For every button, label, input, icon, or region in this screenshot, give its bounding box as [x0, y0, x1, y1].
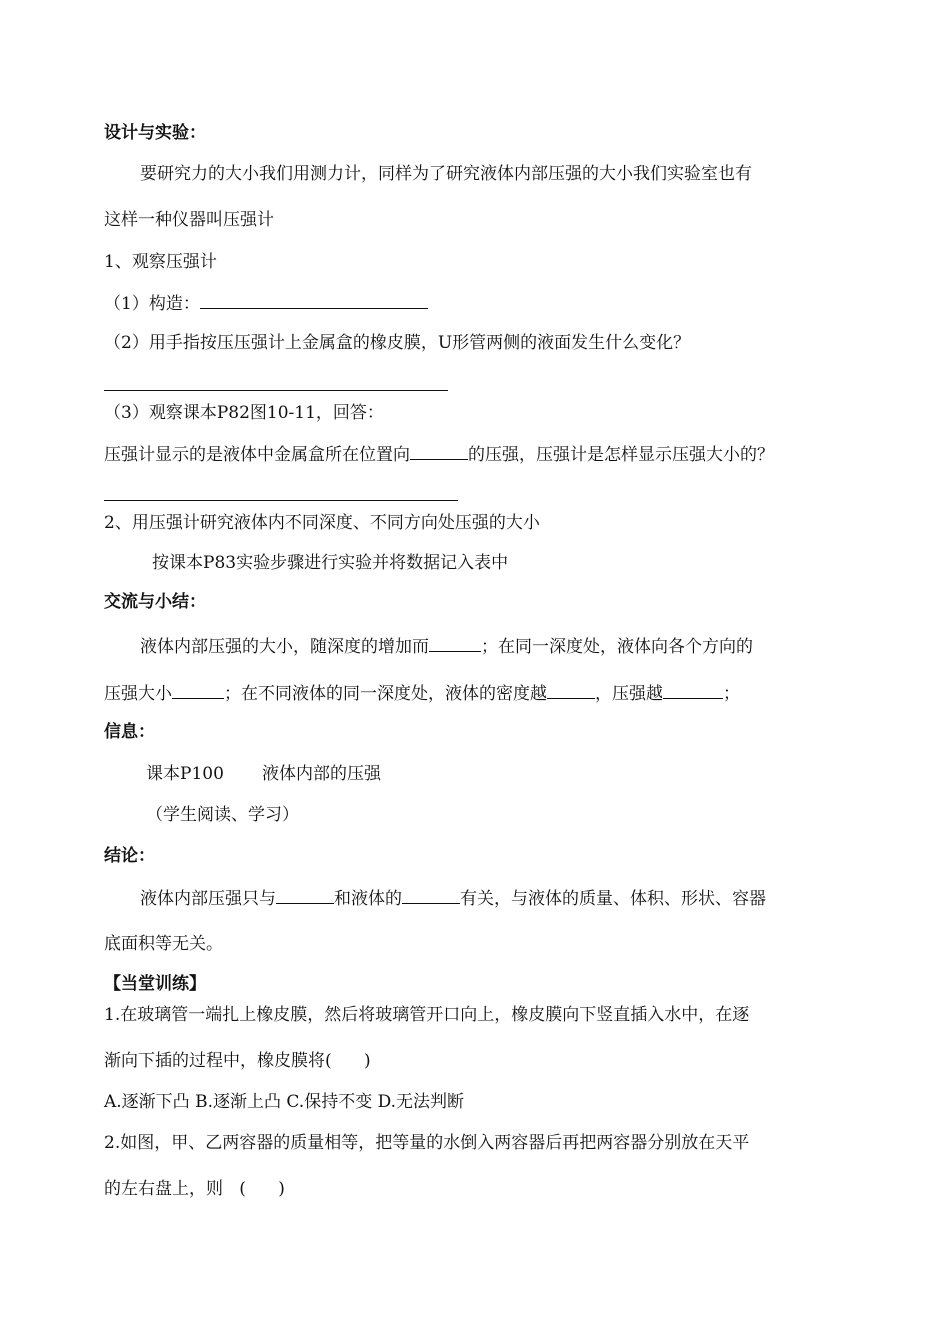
text: ；在同一深度 [481, 637, 583, 657]
answer-blank[interactable] [547, 680, 595, 699]
text: 橡皮膜向下竖直插入水中，在逐 [511, 1005, 750, 1025]
exercise-line: 的左右盘上，则 ( ) [104, 1179, 285, 1199]
question-text: （1）构造： [104, 294, 200, 314]
question-line [104, 441, 774, 467]
exercise-options: A.逐渐下凸 B.逐渐上凸 C.保持不变 D.无法判断 [104, 1092, 465, 1112]
answer-blank[interactable] [200, 290, 428, 309]
text: 液体内部压强的大小，随深度的增加而 [140, 637, 429, 657]
answer-line[interactable] [104, 390, 448, 391]
answer-blank[interactable] [276, 885, 334, 904]
answer-blank[interactable] [172, 680, 224, 699]
answer-blank[interactable] [429, 633, 481, 652]
answer-blank[interactable] [663, 680, 723, 699]
text: 2.如图，甲、乙两容器的质量相等，把等量的水倒入两容器后再把两容器分别 [104, 1133, 682, 1153]
paragraph-line: 这样一种仪器叫压强计 [104, 210, 274, 230]
paragraph-line [104, 680, 740, 706]
step-title: 1、观察压强计 [104, 252, 217, 272]
info-note: （学生阅读、学习） [146, 805, 299, 825]
text: ； [723, 684, 740, 704]
text: ，压强越 [595, 684, 663, 704]
answer-line[interactable] [104, 500, 458, 501]
section-heading-summary: 交流与小结： [104, 592, 206, 612]
section-heading-conclusion: 结论： [104, 846, 155, 866]
info-ref: 课本P100 [146, 764, 224, 784]
text: 和液体的 [334, 889, 402, 909]
question-line [104, 401, 384, 425]
answer-blank[interactable] [410, 441, 468, 460]
section-heading-info: 信息： [104, 722, 155, 742]
text: 有关，与液体的质量、体积、形状、容器 [460, 889, 766, 909]
exercise-line [104, 1003, 749, 1027]
exercise-line: 渐向下插的过程中，橡皮膜将( ) [104, 1051, 371, 1071]
paragraph-line: 要研究力的大小我们用测力计，同样为了研究液体内部压强的大小我们实验室也有 [140, 164, 752, 184]
question-text: 的压强，压强计是怎样显示压强大小的？ [468, 445, 774, 465]
text: 放在天平 [681, 1133, 750, 1153]
section-heading-training: 【当堂训练】 [104, 974, 206, 994]
step-title: 2、用压强计研究液体内不同深度、不同方向处压强的大小 [104, 513, 540, 533]
text: 1.在玻璃管一端扎上橡皮膜，然后将玻璃管开口向上， [104, 1005, 512, 1025]
paragraph-line [140, 885, 766, 911]
question-text: （3）观察课本P82图10-11，回答： [104, 403, 384, 423]
question-line [104, 290, 428, 316]
info-topic: 液体内部的压强 [262, 764, 381, 784]
text: 处，液体向各个方向的 [583, 637, 753, 657]
paragraph-line: 底面积等无关。 [104, 934, 223, 954]
text: 液体内部压强只与 [140, 889, 276, 909]
answer-blank[interactable] [402, 885, 460, 904]
text: 压强大小 [104, 684, 172, 704]
question-text: 压强计显示的是液体中金属盒所在位置向 [104, 445, 410, 465]
question-line: （2）用手指按压压强计上金属盒的橡皮膜，U形管两侧的液面发生什么变化？ [104, 333, 691, 353]
step-note: 按课本P83实验步骤进行实验并将数据记入表中 [152, 553, 509, 573]
section-heading-design: 设计与实验： [104, 123, 206, 143]
text: ；在不同液体的同一深度处，液体的密度越 [224, 684, 547, 704]
paragraph-line [140, 633, 753, 659]
exercise-line [104, 1131, 749, 1155]
